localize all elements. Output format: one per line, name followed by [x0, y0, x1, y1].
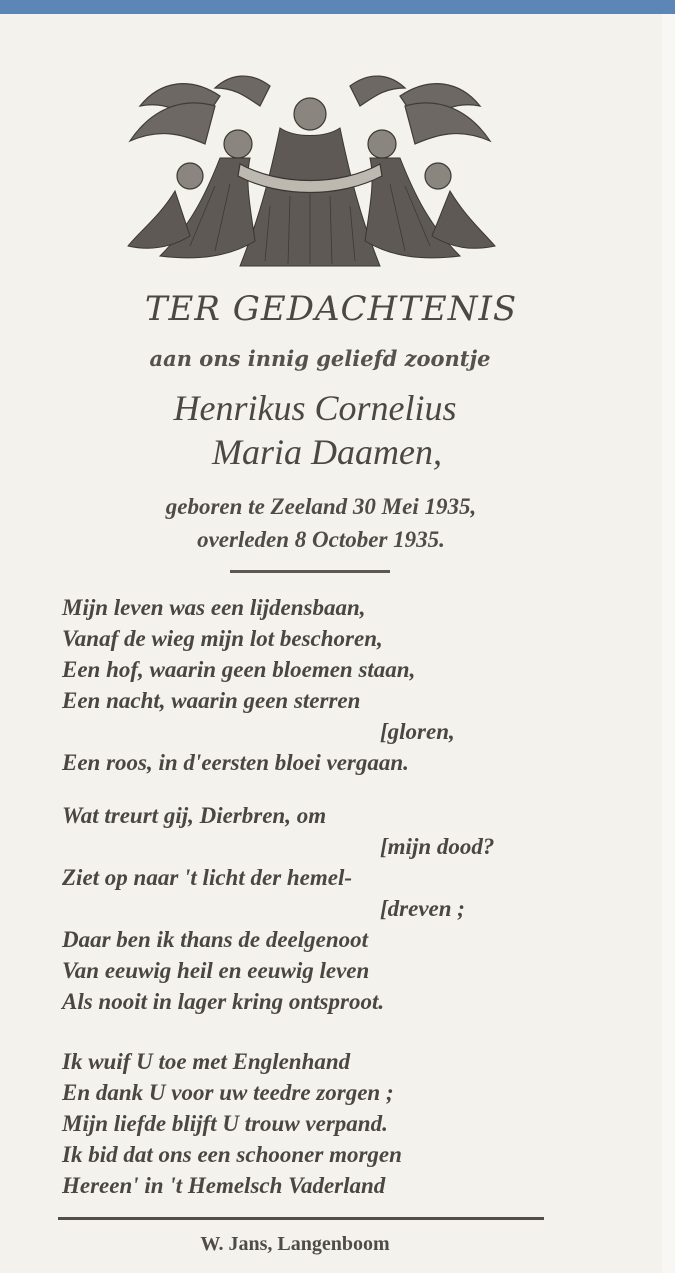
poem-line: Hereen' in 't Hemelsch Vaderland	[62, 1173, 386, 1198]
poem-line-continuation: [mijn dood?	[380, 834, 495, 859]
poem-stanza-1	[62, 592, 582, 778]
poem-line: Van eeuwig heil en eeuwig leven	[62, 958, 370, 983]
heading: TER GEDACHTENIS	[144, 289, 518, 329]
top-border	[0, 0, 675, 14]
poem-line: Ik wuif U toe met Englenhand	[62, 1049, 351, 1074]
birth-line: geboren te Zeeland 30 Mei 1935,	[165, 494, 477, 519]
poem-line: En dank U voor uw teedre zorgen ;	[62, 1080, 394, 1105]
poem-line: Ik bid dat ons een schooner morgen	[62, 1142, 402, 1167]
death-line: overleden 8 October 1935.	[197, 527, 445, 552]
subheading: aan ons innig geliefd zoontje	[149, 346, 491, 371]
poem-line-continuation: [gloren,	[380, 719, 455, 744]
poem-stanza-2	[62, 800, 582, 1017]
long-divider	[58, 1217, 544, 1220]
short-divider	[230, 570, 390, 573]
deceased-name-line-1: Henrikus Cornelius	[173, 388, 457, 428]
poem-line: Mijn leven was een lijdensbaan,	[62, 595, 366, 620]
poem-line: Ziet op naar 't licht der hemel-	[62, 865, 353, 890]
memorial-card	[0, 14, 662, 1273]
poem-line: Als nooit in lager kring ontsproot.	[62, 989, 385, 1014]
angels-illustration	[120, 66, 500, 286]
poem-line: Vanaf de wieg mijn lot beschoren,	[62, 626, 383, 651]
poem-line: Wat treurt gij, Dierbren, om	[62, 803, 327, 828]
poem-line: Een hof, waarin geen bloemen staan,	[62, 657, 416, 682]
poem-line: Een roos, in d'eersten bloei vergaan.	[62, 750, 409, 775]
poem-line: Daar ben ik thans de deelgenoot	[62, 927, 369, 952]
poem-line: Een nacht, waarin geen sterren	[62, 688, 361, 713]
deceased-name-line-2: Maria Daamen,	[212, 432, 442, 472]
card-edge	[662, 14, 675, 1273]
printer-credit: W. Jans, Langenboom	[200, 1233, 390, 1255]
poem-line: Mijn liefde blijft U trouw verpand.	[62, 1111, 388, 1136]
poem-line-continuation: [dreven ;	[380, 896, 465, 921]
poem-stanza-3	[62, 1046, 582, 1201]
